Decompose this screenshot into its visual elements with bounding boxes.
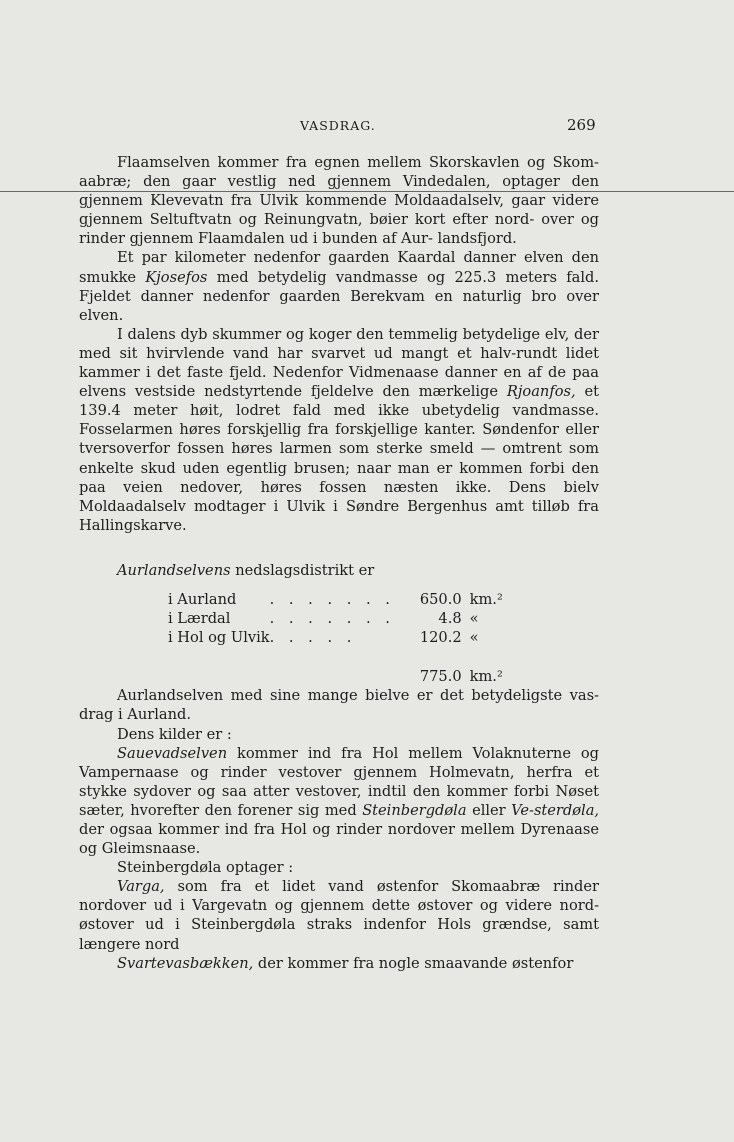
paragraph-kilder: Dens kilder er : xyxy=(117,725,232,743)
table-row: i Lærdal . . . . . . . 4.8 « xyxy=(168,610,479,628)
paragraph-varga: Varga, som fra et lidet vand østenfor Skomaabræ rinder nordover ud i Vargevatn og gjennem dette østover og videre nord-østover ud i Steinbergdøla straks indenfor Hols grændse, samt længere nord xyxy=(79,878,600,953)
paragraph-steinbergdola: Steinbergdøla optager : xyxy=(117,859,294,877)
page-number: 269 xyxy=(567,116,596,134)
paragraph-flaamselven: Flaamselven kommer fra egnen mellem Skorskavlen og Skom- aabræ; den gaar vestlig ned gjennem Vindedalen, optager den gjennem Klevevatn fra Ulvik kommende Moldaadalselv, gaar videre gjennem Seltuftvatn og Reinungvatn, bøier kort efter nord- over og rinder gjennem Flaamdalen ud i bunden af Aur- landsfjord. xyxy=(79,154,600,248)
catchment-title: Aurlandselvens nedslagsdistrikt er xyxy=(117,561,375,579)
table-row: i Hol og Ulvik . . . . . 120.2 « xyxy=(168,629,479,647)
running-title: VASDRAG. xyxy=(300,118,376,133)
paragraph-sauevadselven: Sauevadselven kommer ind fra Hol mellem Volaknuterne og Vampernaase og rinder vestover gjennem Holmevatn, herfra et stykke sydover og saa atter vestover, indtil den kommer forbi Nøset sæter, hvorefter den forener sig med Steinbergdøla eller Ve-sterdøla, der ogsaa kommer ind fra Hol og rinder nordover mellem Dyrenaase og Gleimsnaase. xyxy=(79,744,600,858)
paragraph-svartevasbaekken: Svartevasbækken, der kommer fra nogle smaavande østenfor xyxy=(117,954,574,972)
total-row xyxy=(168,647,503,686)
body-text xyxy=(79,153,599,973)
catchment-statistics xyxy=(79,561,599,686)
catchment-table xyxy=(168,590,503,686)
paragraph-kjosefos: Et par kilometer nedenfor gaarden Kaardal danner elven den smukke Kjosefos med betydelig vandmasse og 225.3 meters fald. Fjeldet danner nedenfor gaarden Berekvam en naturlig bro over elven. xyxy=(79,249,600,324)
total-unit: km.² xyxy=(469,668,503,686)
paragraph-aurlandselven: Aurlandselven med sine mange bielve er det betydeligste vas-drag i Aurland. xyxy=(79,687,599,724)
table-row: i Aurland . . . . . . . 650.0 km.² xyxy=(168,590,503,608)
total-value: 775.0 xyxy=(419,668,462,686)
paragraph-rjoanfos: I dalens dyb skummer og koger den temmelig betydelige elv, der med sit hvirvlende vand har svarvet ud mangt et halv-rundt lidet kammer i det faste fjeld. Nedenfor Vidmenaase danner en af de paa elvens vestside nedstyrtende fjeldelve den mærkelige Rjoanfos, et 139.4 meter høit, lodret fald med ikke ubetydelig vandmasse. Fosselarmen høres forskjellig fra forskjellige kanter. Søndenfor eller tversoverfor fossen høres larmen som sterke smeld — omtrent som enkelte skud uden egentlig brusen; naar man er kommen forbi den paa veien nedover, høres fossen næsten ikke. Dens bielv Moldaadalselv modtager i Ulvik i Søndre Bergenhus amt tilløb fra Hallingskarve. xyxy=(79,325,600,534)
